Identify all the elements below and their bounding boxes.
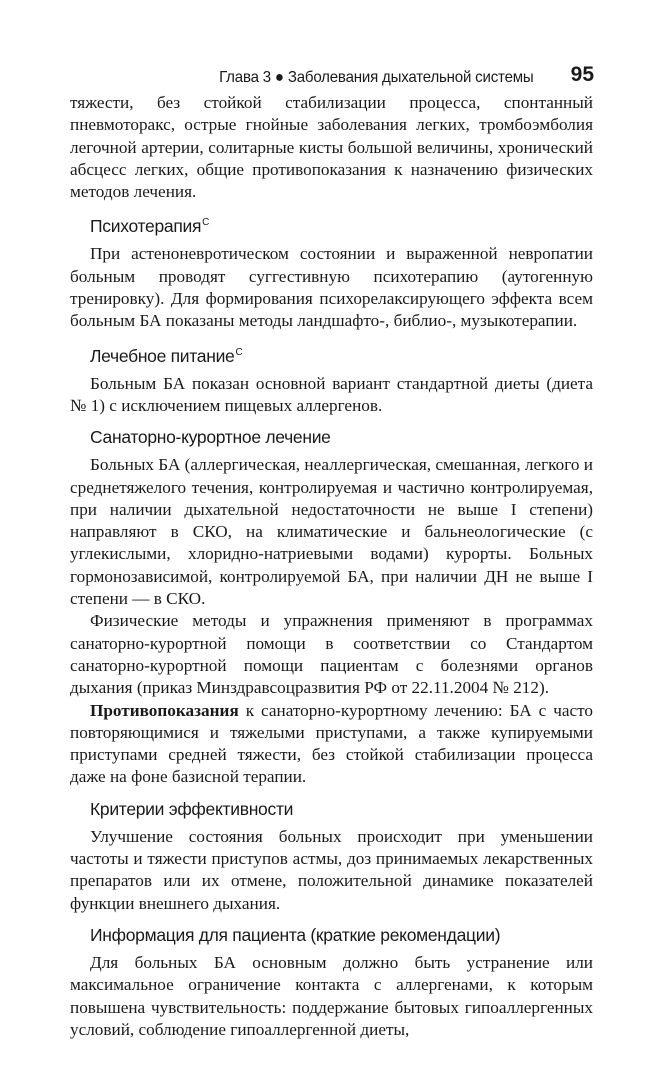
chapter-title: Заболевания дыхательной системы: [288, 69, 534, 86]
page-content: [70, 92, 593, 1041]
page-number: 95: [570, 63, 594, 86]
heading-spa-treatment: Санаторно-курортное лечение: [90, 427, 331, 448]
heading-effectiveness-criteria: Критерии эффективности: [90, 798, 294, 819]
heading-psychotherapy-text: Психотерапия: [90, 216, 202, 237]
heading-patient-info: Информация для пациента (краткие рекомендации): [90, 924, 501, 945]
paragraph-spa-1: Больных БА (аллергическая, неаллергическая, смешанная, легкого и среднетяжелого течения, контролируемая и частично контролируемая, при наличии дыхательной недостаточности не выше I степени) направляют в СКО, на климатические и бальнеологические (с углекислыми, хлоридно-натриевыми водами) курорты. Больных гормонозависимой, контролируемой БА, при наличии ДН не выше I степени — в СКО.: [70, 455, 593, 609]
heading-diet: [90, 342, 593, 367]
paragraph-spa-2: Физические методы и упражнения применяют в программах санаторно-курортной помощи в соответствии со Стандартом санаторно-курортной помощи пациентам с болезнями органов дыхания (приказ Минздравсоцразвития РФ от 22.11.2004 № 212).: [70, 611, 593, 698]
paragraph-patient-info: Для больных БА основным должно быть устранение или максимальное ограничение контакта с аллергенами, к которым повышена чувствительность: поддержание бытовых гипоаллергенных условий, соблюдение гипоаллергенной диеты,: [70, 952, 593, 1039]
chapter-header: [220, 69, 534, 87]
paragraph-diet: Больным БА показан основной вариант стандартной диеты (диета № 1) с исключением пищевых аллергенов.: [70, 373, 593, 415]
paragraph-criteria: Улучшение состояния больных происходит при уменьшении частоты и тяжести приступов астмы, доз принимаемых лекарственных препаратов или их отмене, положительной динамике показателей функции внешнего дыхания.: [70, 826, 593, 913]
paragraph-psychotherapy: При астеноневротическом состоянии и выраженной невропатии больным проводят суггестивную психотерапию (аутогенную тренировку). Для формирования психорелаксирующего эффекта всем больным БА показаны методы ландшафто-, библио-, музыкотерапии.: [70, 244, 593, 331]
paragraph-intro: тяжести, без стойкой стабилизации процесса, спонтанный пневмоторакс, острые гнойные заболевания легких, тромбоэмболия легочной артерии, солитарные кисты большой величины, хронический абсцесс легких, общие противопоказания к назначению физических методов лечения.: [70, 93, 593, 202]
heading-diet-text: Лечебное питание: [90, 345, 235, 366]
contraindications-term: Противопоказания: [90, 700, 239, 720]
bullet-icon: ●: [275, 69, 285, 86]
paragraph-spa-3-text: к санаторно-курортному лечению: БА с часто повторяющимися и тяжелыми приступами, а также купируемыми приступами средней тяжести, без стойкой стабилизации процесса даже на фоне базисной терапии.: [70, 700, 593, 787]
running-head: [0, 63, 600, 91]
chapter-label: Глава 3: [219, 69, 272, 86]
evidence-level-mark: C: [202, 217, 210, 229]
paragraph-spa-3: [70, 700, 593, 789]
evidence-level-mark: C: [235, 346, 243, 358]
heading-psychotherapy: [90, 212, 593, 237]
